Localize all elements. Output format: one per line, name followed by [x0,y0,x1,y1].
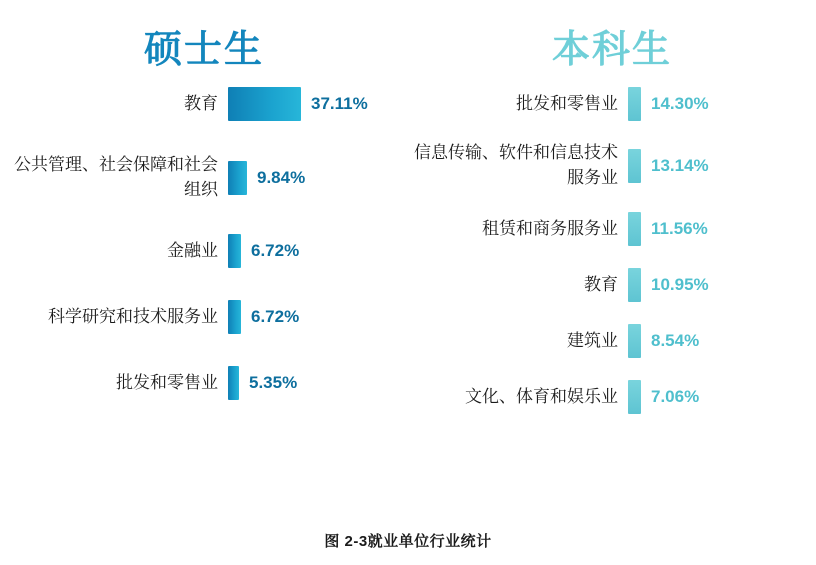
bar-category-label: 教育 [184,93,218,113]
bar-shape [628,268,641,302]
bar-wrap [228,366,297,400]
bar-wrap [228,234,299,268]
bar-wrap [228,161,305,195]
bar-row [408,324,816,358]
bar-category-label: 建筑业 [567,330,618,350]
bar-value-label: 6.72% [251,307,300,327]
bar-row [0,153,408,202]
bar-rows-undergraduates [408,87,816,414]
bar-value-label: 11.56% [651,219,708,239]
bar-value-label: 5.35% [249,373,298,393]
bar-shape [228,87,301,121]
bar-value-label: 37.11% [311,94,368,113]
bar-value-label: 13.14% [651,155,709,175]
bar-value-label: 8.54% [651,331,700,351]
bar-category-label: 金融业 [167,240,218,260]
bar-shape [228,234,241,268]
panel-title-undergraduates: 本科生 [551,29,672,71]
bar-row [0,87,408,121]
bar-wrap [228,87,368,121]
bar-row [0,234,408,268]
bar-row [408,212,816,246]
bar-category-label: 公共管理、社会保障和社会组织 [14,155,218,199]
bar-wrap [628,268,709,302]
bar-shape [628,149,641,183]
bar-category-label: 文化、体育和娱乐业 [465,386,618,406]
bar-category-label: 教育 [584,274,618,294]
bar-shape [628,87,641,121]
bar-shape [628,324,641,358]
bar-row [0,300,408,334]
bar-shape [228,300,241,334]
bar-wrap [628,324,699,358]
bar-category-label: 租赁和商务服务业 [482,218,618,238]
bar-wrap [228,300,299,334]
bar-wrap [628,380,699,414]
bar-row [408,380,816,414]
chart-panel-undergraduates [408,0,816,520]
panel-title-masters: 硕士生 [143,29,264,71]
bar-rows-masters [0,87,408,400]
bar-row [408,268,816,302]
bar-category-label: 批发和零售业 [116,372,218,392]
bar-shape [628,212,641,246]
bar-category-label: 批发和零售业 [516,93,618,113]
bar-row [408,141,816,190]
bar-row [408,87,816,121]
bar-shape [628,380,641,414]
bar-category-label: 信息传输、软件和信息技术服务业 [414,143,618,187]
bar-row [0,366,408,400]
bar-value-label: 10.95% [651,275,709,295]
chart-panel-masters [0,0,408,520]
bar-value-label: 9.84% [257,167,306,187]
figure-caption: 图 2-3就业单位行业统计 [324,533,492,550]
bar-wrap [628,149,709,183]
bar-shape [228,161,247,195]
bar-value-label: 14.30% [651,94,709,113]
bar-value-label: 6.72% [251,241,300,261]
bar-wrap [628,212,708,246]
bar-shape [228,366,239,400]
bar-value-label: 7.06% [651,387,700,407]
bar-category-label: 科学研究和技术服务业 [48,306,218,326]
bar-wrap [628,87,709,121]
